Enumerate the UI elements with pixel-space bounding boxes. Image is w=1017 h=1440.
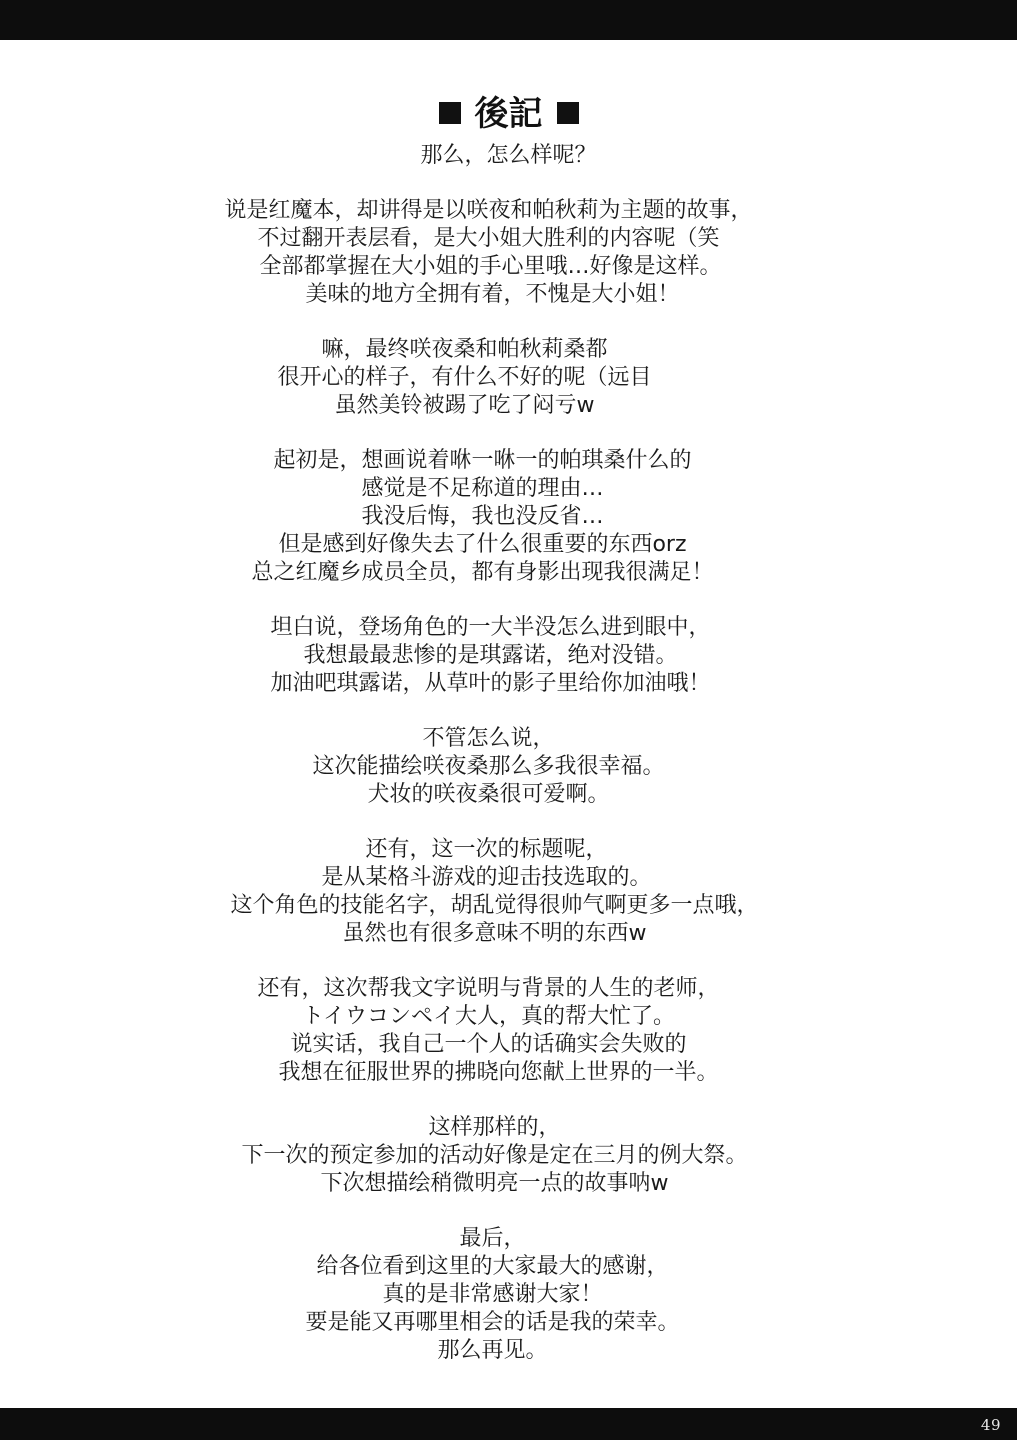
paragraph-gap (0, 698, 1017, 725)
paragraph (0, 197, 1017, 309)
text-line: 坦白说，登场角色的一大半没怎么进到眼中， (270, 615, 711, 640)
text-line: 说是红魔本，却讲得是以咲夜和帕秋莉为主题的故事， (224, 198, 753, 223)
paragraph-gap (0, 420, 1017, 447)
square-bullet-icon (557, 102, 579, 124)
text-line: 这次能描绘咲夜桑那么多我很幸福。 (312, 754, 665, 779)
afterword-body (0, 142, 1017, 1365)
paragraph (0, 1225, 1017, 1365)
paragraph-gap (0, 1198, 1017, 1225)
text-line: 很开心的样子，有什么不好的呢（远目 (277, 365, 652, 390)
text-line: トイウコンペイ大人，真的帮大忙了。 (302, 1004, 675, 1029)
text-line: 是从某格斗游戏的迎击技选取的。 (321, 865, 652, 890)
paragraph-gap (0, 809, 1017, 836)
page-number: 49 (980, 1416, 1001, 1434)
paragraph (0, 336, 1017, 420)
paragraph (0, 725, 1017, 809)
text-line: 虽然也有很多意味不明的东西w (342, 921, 647, 946)
text-line: 嘛，最终咲夜桑和帕秋莉桑都 (321, 337, 608, 362)
square-bullet-icon (439, 102, 461, 124)
text-line: 真的是非常感谢大家！ (382, 1282, 603, 1307)
text-line: 总之红魔乡成员全员，都有身影出现我很满足！ (251, 560, 714, 585)
text-line: 全部都掌握在大小姐的手心里哦…好像是这样。 (259, 254, 722, 279)
text-line: 还有，这一次的标题呢， (365, 837, 608, 862)
text-line: 这样那样的， (428, 1115, 561, 1140)
text-line: 我想最最悲惨的是琪露诺，绝对没错。 (303, 643, 678, 668)
paragraph-gap (0, 1087, 1017, 1114)
text-line: 我想在征服世界的拂晓向您献上世界的一半。 (278, 1060, 719, 1085)
text-line: 加油吧琪露诺，从草叶的影子里给你加油哦！ (270, 671, 711, 696)
paragraph (0, 142, 1017, 170)
text-line: 美味的地方全拥有着，不愧是大小姐！ (305, 282, 680, 307)
text-line: 最后， (459, 1226, 526, 1251)
text-line: 说实话，我自己一个人的话确实会失败的 (290, 1032, 687, 1057)
text-line: 犬妆的咲夜桑很可爱啊。 (367, 782, 610, 807)
paragraph (0, 447, 1017, 587)
text-line: 感觉是不足称道的理由… (361, 476, 604, 501)
text-line: 那么再见。 (437, 1338, 548, 1363)
paragraph-gap (0, 587, 1017, 614)
text-line: 要是能又再哪里相会的话是我的荣幸。 (305, 1310, 680, 1335)
text-line: 我没后悔，我也没反省… (361, 504, 604, 529)
paragraph (0, 836, 1017, 948)
page-title (0, 92, 1017, 136)
text-line: 不管怎么说， (422, 726, 555, 751)
text-line: 还有，这次帮我文字说明与背景的人生的老师， (257, 976, 720, 1001)
paragraph-gap (0, 309, 1017, 336)
text-line: 不过翻开表层看，是大小姐大胜利的内容呢（笑 (257, 226, 720, 251)
paragraph (0, 614, 1017, 698)
text-line: 那么，怎么样呢？ (420, 143, 597, 168)
paragraph (0, 1114, 1017, 1198)
paragraph-gap (0, 948, 1017, 975)
bottom-border-bar (0, 1408, 1017, 1440)
text-line: 下次想描绘稍微明亮一点的故事呐w (320, 1171, 669, 1196)
top-border-bar (0, 0, 1017, 40)
text-line: 下一次的预定参加的活动好像是定在三月的例大祭。 (241, 1143, 748, 1168)
paragraph-gap (0, 170, 1017, 197)
text-line: 给各位看到这里的大家最大的感谢， (316, 1254, 669, 1279)
text-line: 这个角色的技能名字，胡乱觉得很帅气啊更多一点哦， (230, 893, 759, 918)
paragraph (0, 975, 1017, 1087)
page-title-text: 後記 (474, 94, 543, 134)
text-line: 虽然美铃被踢了吃了闷亏w (334, 393, 595, 418)
text-line: 但是感到好像失去了什么很重要的东西orz (278, 532, 687, 557)
text-line: 起初是，想画说着咻一咻一的帕琪桑什么的 (273, 448, 692, 473)
